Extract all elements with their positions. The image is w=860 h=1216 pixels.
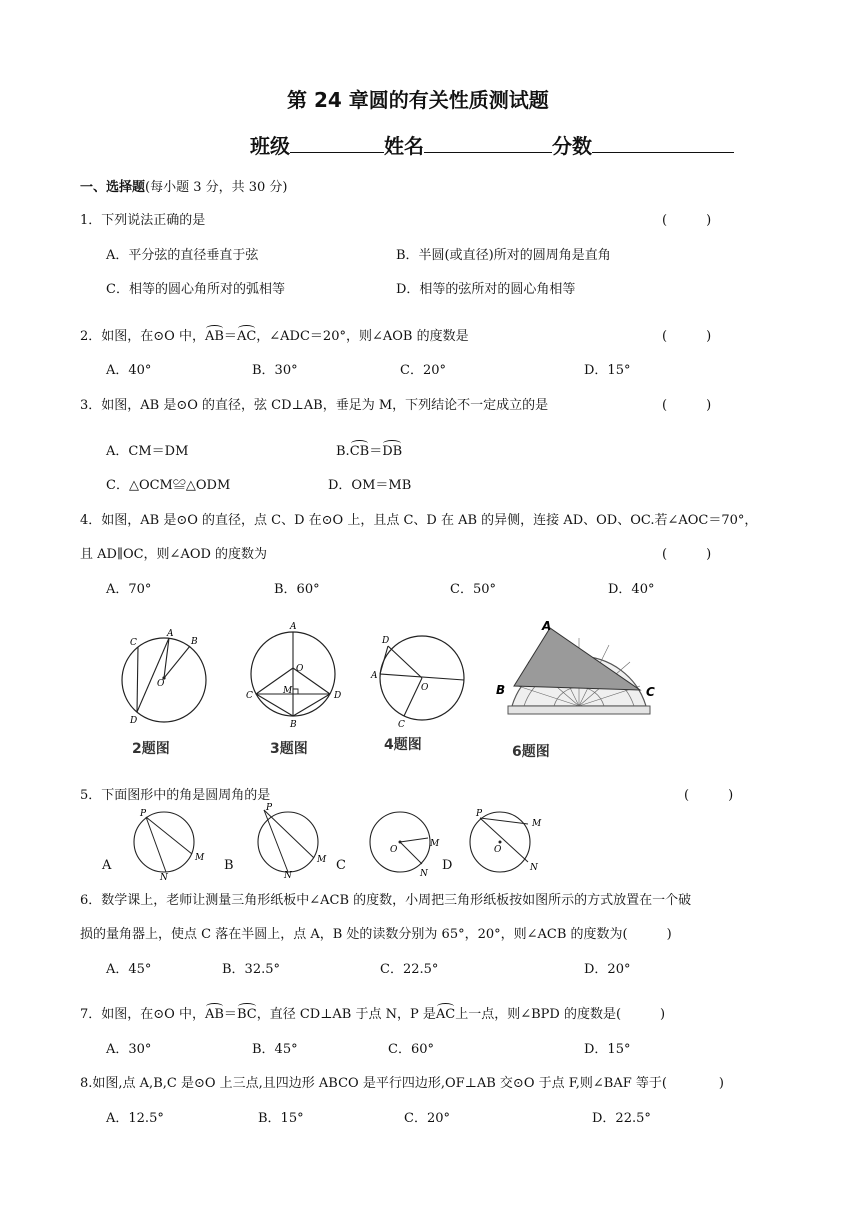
q7-option-a[interactable]: A．30° <box>106 1042 152 1057</box>
q3-stem: 3．如图，AB 是⊙O 的直径，弦 CD⊥AB，垂足为 M，下列结论不一定成立的是 <box>80 398 549 413</box>
arc-ac: AC <box>236 329 257 344</box>
fig2-label-c: C <box>130 638 137 648</box>
q5-figure-a <box>128 804 208 880</box>
q5d-label-p: P <box>476 809 483 819</box>
q6-stem-line2: 损的量角器上，使点 C 落在半圆上，点 A，B 处的读数分别为 65°，20°，则∠ACB 的度数为( ) <box>80 927 672 942</box>
q4-stem-line2: 且 AD∥OC，则∠AOD 的度数为 <box>80 547 268 562</box>
figure-q3 <box>240 618 345 730</box>
q2-option-d[interactable]: D．15° <box>584 363 631 378</box>
section-heading <box>80 176 288 195</box>
arc-ab: AB <box>204 329 224 344</box>
q8-option-d[interactable]: D．22.5° <box>592 1111 651 1126</box>
q3-option-d[interactable]: D．OM＝MB <box>328 478 412 493</box>
q5-option-c[interactable]: C <box>336 858 346 873</box>
fig3-label-c: C <box>246 691 253 701</box>
q5c-label-o: O <box>390 845 398 855</box>
q4-answer-paren[interactable]: ( ) <box>662 547 712 562</box>
q2-post: ，∠ADC＝20°，则∠AOB 的度数是 <box>256 329 469 344</box>
section-label: 一、选择题 <box>80 180 146 195</box>
arc-ab-q7: AB <box>204 1007 224 1022</box>
score-label: 分数 <box>552 134 592 158</box>
q3-option-b[interactable] <box>336 440 402 459</box>
fig6-label-c: C <box>646 685 655 699</box>
q1-option-c[interactable]: C．相等的圆心角所对的弧相等 <box>106 282 285 297</box>
q5-figure-c <box>362 804 442 880</box>
q6-option-b[interactable]: B．32.5° <box>222 962 280 977</box>
caption-fig4: 4题图 <box>384 737 422 753</box>
score-blank[interactable] <box>592 134 734 153</box>
fig3-label-b: B <box>290 720 297 730</box>
q1-option-d[interactable]: D．相等的弦所对的圆心角相等 <box>396 282 576 297</box>
student-info-line <box>250 130 734 159</box>
q5d-label-n: N <box>530 863 538 873</box>
q7-post: 上一点，则∠BPD 的度数是( ) <box>455 1007 666 1022</box>
fig3-label-d: D <box>334 691 342 701</box>
q5b-label-m: M <box>317 855 327 865</box>
q5b-label-n: N <box>284 871 292 878</box>
q3-answer-paren[interactable]: ( ) <box>662 398 712 413</box>
q8-option-b[interactable]: B．15° <box>258 1111 304 1126</box>
fig2-label-d: D <box>130 716 138 726</box>
q3-b-pre: B. <box>336 444 350 459</box>
q1-stem: 1．下列说法正确的是 <box>80 213 206 228</box>
arc-ac-q7: AC <box>435 1007 456 1022</box>
q6-option-a[interactable]: A．45° <box>106 962 152 977</box>
fig3-label-o: O <box>296 664 304 674</box>
figure-q2 <box>112 628 217 728</box>
fig3-label-a: A <box>290 622 297 632</box>
q2-answer-paren[interactable]: ( ) <box>662 329 712 344</box>
fig2-label-b: B <box>191 637 198 647</box>
q5c-label-m: M <box>430 839 440 849</box>
q5-figure-d <box>464 804 548 880</box>
figure-q6 <box>494 618 664 733</box>
arc-bc: BC <box>236 1007 257 1022</box>
q1-option-a[interactable]: A．平分弦的直径垂直于弦 <box>106 248 259 263</box>
q6-option-c[interactable]: C．22.5° <box>380 962 439 977</box>
fig2-label-o: O <box>157 679 165 689</box>
arc-cb: CB <box>349 444 370 459</box>
fig3-label-m: M <box>283 686 293 696</box>
q8-option-a[interactable]: A．12.5° <box>106 1111 164 1126</box>
caption-fig3: 3题图 <box>270 741 308 757</box>
q4-option-d[interactable]: D．40° <box>608 582 655 597</box>
fig2-label-a: A <box>167 629 174 639</box>
fig4-label-c: C <box>398 720 405 728</box>
q7-option-c[interactable]: C．60° <box>388 1042 434 1057</box>
q2-stem <box>80 325 469 344</box>
caption-fig2: 2题图 <box>132 741 170 757</box>
q4-option-c[interactable]: C．50° <box>450 582 496 597</box>
caption-fig6: 6题图 <box>512 744 550 760</box>
fig4-label-o: O <box>421 683 429 693</box>
q4-option-b[interactable]: B．60° <box>274 582 320 597</box>
q7-stem <box>80 1003 665 1022</box>
q5-option-d[interactable]: D <box>442 858 453 873</box>
q1-answer-paren[interactable]: ( ) <box>662 213 712 228</box>
q4-stem-line1: 4．如图，AB 是⊙O 的直径，点 C、D 在⊙O 上，且点 C、D 在 AB 的异侧，连接 AD、OD、OC.若∠AOC＝70°， <box>80 513 758 528</box>
q5d-label-o: O <box>494 845 502 855</box>
q8-option-c[interactable]: C．20° <box>404 1111 450 1126</box>
name-blank[interactable] <box>424 134 552 153</box>
q5a-label-p: P <box>140 809 147 819</box>
fig6-label-b: B <box>496 683 506 697</box>
q5a-label-m: M <box>195 853 205 863</box>
q7-mid: ，直径 CD⊥AB 于点 N，P 是 <box>256 1007 436 1022</box>
q2-option-a[interactable]: A．40° <box>106 363 152 378</box>
q5b-label-p: P <box>266 803 273 813</box>
q2-option-b[interactable]: B．30° <box>252 363 298 378</box>
q2-option-c[interactable]: C．20° <box>400 363 446 378</box>
q5-option-a[interactable]: A <box>102 858 112 873</box>
q5-figure-b <box>250 800 332 878</box>
figure-q4 <box>364 628 469 728</box>
q3-b-eq: ＝ <box>369 444 383 459</box>
q7-option-d[interactable]: D．15° <box>584 1042 631 1057</box>
fig4-label-d: D <box>382 636 390 646</box>
q5d-label-m: M <box>532 819 542 829</box>
q8-stem: 8.如图,点 A,B,C 是⊙O 上三点,且四边形 ABCO 是平行四边形,OF⊥AB 交⊙O 于点 F,则∠BAF 等于( ) <box>80 1076 725 1091</box>
q3-option-c[interactable]: C．△OCM≌△ODM <box>106 478 231 493</box>
q5-answer-paren[interactable]: ( ) <box>684 788 734 803</box>
q7-eq: ＝ <box>223 1007 237 1022</box>
q3-option-a[interactable]: A．CM＝DM <box>106 444 189 459</box>
q6-stem-line1: 6．数学课上，老师让测量三角形纸板中∠ACB 的度数，小周把三角形纸板按如图所示的方式放置在一个破 <box>80 893 692 908</box>
name-label: 姓名 <box>384 134 424 158</box>
section-note: (每小题 3 分，共 30 分) <box>145 180 288 195</box>
q5c-label-n: N <box>420 869 428 879</box>
page-title: 第 24 章圆的有关性质测试题 <box>287 88 549 112</box>
q4-option-a[interactable]: A．70° <box>106 582 152 597</box>
class-label: 班级 <box>250 134 290 158</box>
q7-option-b[interactable]: B．45° <box>252 1042 298 1057</box>
q5-stem: 5．下面图形中的角是圆周角的是 <box>80 788 271 803</box>
q2-eq: ＝ <box>223 329 237 344</box>
q5-option-b[interactable]: B <box>224 858 234 873</box>
q7-pre: 7．如图，在⊙O 中， <box>80 1007 205 1022</box>
q2-pre: 2．如图，在⊙O 中， <box>80 329 205 344</box>
fig6-label-a: A <box>542 619 552 633</box>
q1-option-b[interactable]: B．半圆(或直径)所对的圆周角是直角 <box>396 248 611 263</box>
q6-option-d[interactable]: D．20° <box>584 962 631 977</box>
arc-db: DB <box>382 444 403 459</box>
fig4-label-a: A <box>371 671 378 681</box>
q5a-label-n: N <box>160 873 168 880</box>
triangle-board <box>514 628 640 690</box>
class-blank[interactable] <box>290 134 384 153</box>
